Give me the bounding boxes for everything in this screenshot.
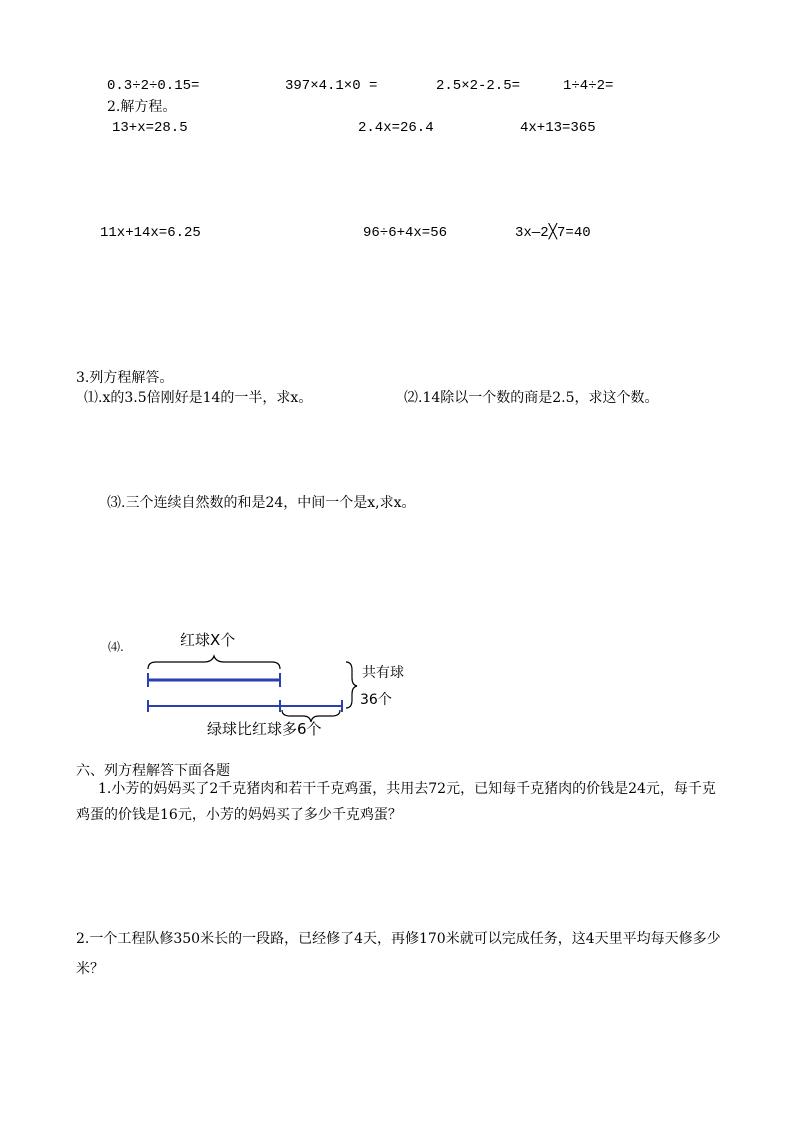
equation-2: 2.4x=26.4 xyxy=(358,120,434,136)
total-label-line2: 36个 xyxy=(360,692,392,708)
section6-heading: 六、列方程解答下面各题 xyxy=(76,763,230,779)
green-ball-label: 绿球比红球多6个 xyxy=(207,720,322,738)
calc-item-4: 1÷4÷2= xyxy=(563,78,614,94)
red-brace xyxy=(148,656,280,669)
section3-heading: 3.列方程解答。 xyxy=(76,370,174,386)
section3-question-4: ⑷. xyxy=(108,640,124,654)
equation-1: 13+x=28.5 xyxy=(112,120,188,136)
red-ball-label: 红球X个 xyxy=(180,631,236,649)
equation-4: 11x+14x=6.25 xyxy=(100,225,201,241)
section3-question-1: ⑴.x的3.5倍刚好是14的一半，求x。 xyxy=(84,390,313,406)
equations-heading: 2.解方程。 xyxy=(107,99,177,115)
total-brace xyxy=(346,662,357,708)
calc-item-3: 2.5×2-2.5= xyxy=(436,78,521,94)
section3-question-2: ⑵.14除以一个数的商是2.5，求这个数。 xyxy=(404,390,659,406)
calc-item-2: 397×4.1×0 = xyxy=(285,78,378,94)
section3-question-3: ⑶.三个连续自然数的和是24，中间一个是x,求x。 xyxy=(107,495,416,511)
total-label-line1: 共有球 xyxy=(362,665,404,681)
equation-3: 4x+13=365 xyxy=(520,120,596,136)
section6-problem-2: 2.一个工程队修350米长的一段路，已经修了4天，再修170米就可以完成任务，这4天里平均每天修多少米？ xyxy=(76,931,721,977)
equation-5: 96÷6+4x=56 xyxy=(363,225,448,241)
calc-item-1: 0.3÷2÷0.15= xyxy=(107,78,200,94)
equation-6: 3x—2╳7=40 xyxy=(515,225,591,241)
section6-problem-1: 1.小芳的妈妈买了2千克猪肉和若干千克鸡蛋，共用去72元，已知每千克猪肉的价钱是24元，每千克鸡蛋的价钱是16元，小芳的妈妈买了多少千克鸡蛋？ xyxy=(76,781,716,823)
